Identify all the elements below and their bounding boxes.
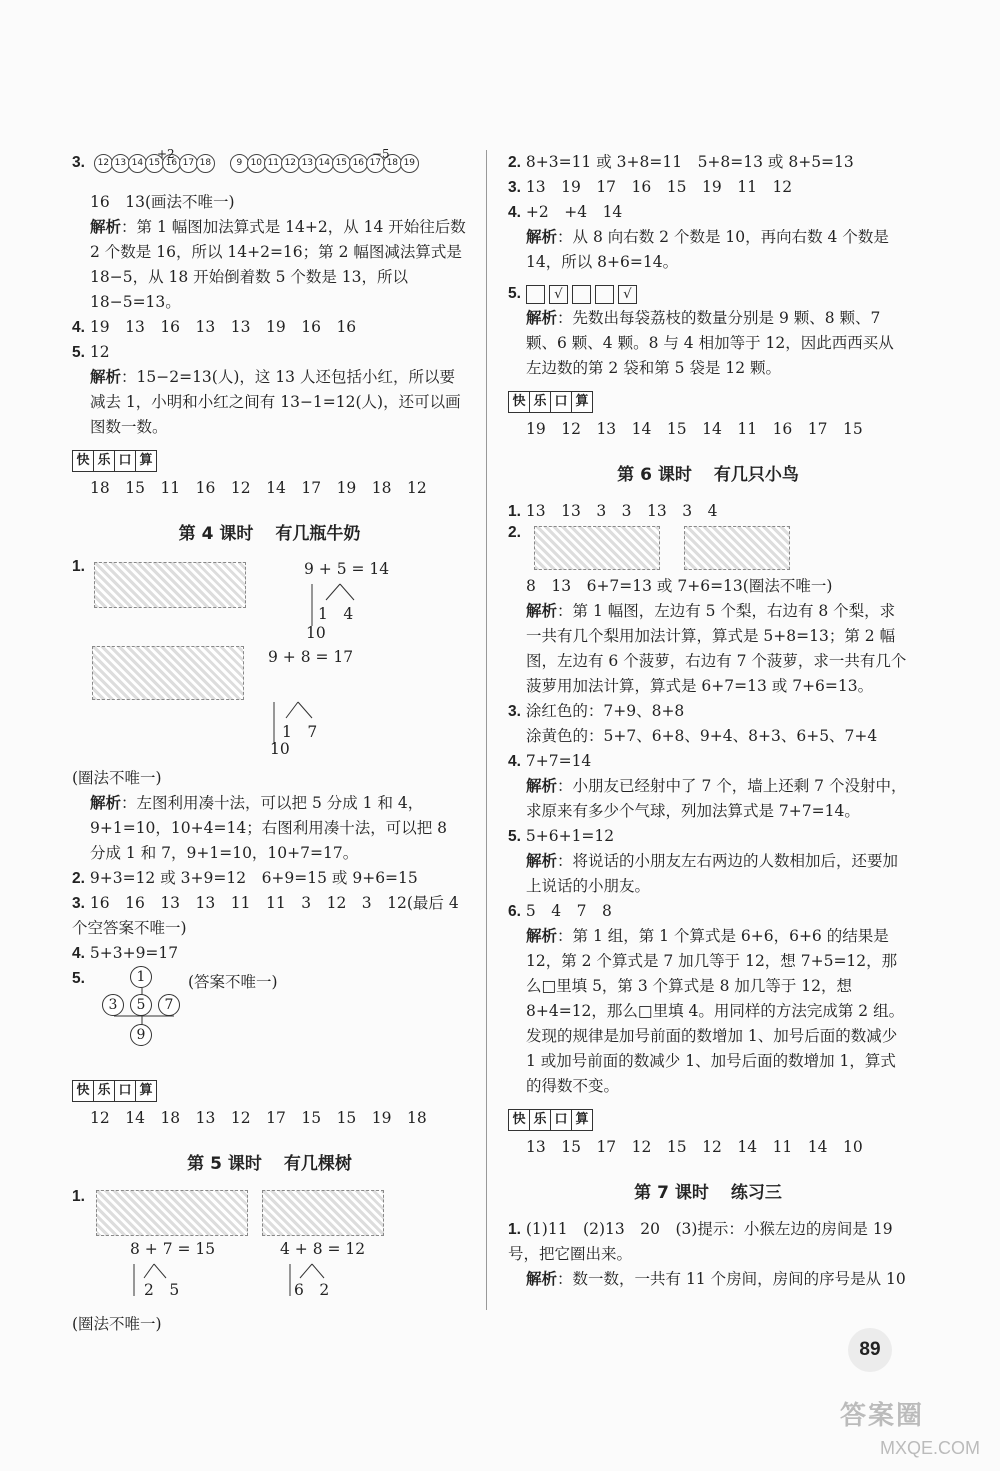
analysis-text: ：小朋友已经射中了 7 个，墙上还剩 7 个没射中，求原来有多少个气球，列加法算式是 7+7=14。 bbox=[526, 777, 907, 820]
note: (答案不唯一) bbox=[188, 973, 278, 991]
caterpillar-segment: 9 bbox=[230, 154, 249, 173]
question-number: 4. bbox=[72, 945, 85, 962]
caterpillar-segment: 16 bbox=[349, 154, 368, 173]
caterpillar-segment: 14 bbox=[128, 154, 147, 173]
question-number: 5. bbox=[72, 970, 85, 987]
answer: 9+3=12 或 3+9=12 6+9=15 或 9+6=15 bbox=[89, 869, 418, 887]
lesson-7-explanation bbox=[508, 1267, 908, 1292]
mental-math-label bbox=[508, 1109, 592, 1131]
analysis-label: 解析 bbox=[90, 219, 122, 236]
question-number: 2. bbox=[72, 870, 85, 887]
kl-char: 快 bbox=[508, 391, 530, 413]
kl-char: 算 bbox=[135, 1080, 157, 1102]
circle-number: 1 bbox=[130, 966, 152, 988]
analysis-label: 解析 bbox=[526, 603, 558, 620]
kl-char: 乐 bbox=[529, 391, 551, 413]
make-ten-sum: 10 bbox=[270, 740, 290, 758]
bag-picture bbox=[94, 562, 246, 608]
question-number: 1. bbox=[508, 1221, 521, 1238]
analysis-text: ：先数出每袋荔枝的数量分别是 9 颗、8 颗、7 颗、6 颗、4 颗。8 与 4 相加等于 12，因此西西买从左边数的第 2 袋和第 5 袋是 12 颗。 bbox=[526, 309, 894, 377]
kl-char: 算 bbox=[571, 1109, 593, 1131]
bag-checkbox[interactable]: √ bbox=[549, 285, 568, 304]
kl-char: 口 bbox=[114, 1080, 136, 1102]
kl-char: 快 bbox=[508, 1109, 530, 1131]
mental-math-values: 12 14 18 13 12 17 15 15 19 18 bbox=[90, 1109, 427, 1127]
bag-checkbox[interactable] bbox=[526, 285, 545, 304]
kl-char: 乐 bbox=[93, 450, 115, 472]
lesson-6-q5-explanation bbox=[508, 849, 908, 899]
analysis-label: 解析 bbox=[526, 853, 558, 870]
question-number: 2. bbox=[508, 524, 521, 541]
split-values: 2 5 bbox=[144, 1281, 180, 1299]
analysis-text: ：第 1 幅图加法算式是 14+2，从 14 开始往后数 2 个数是 16，所以 14+2=16；第 2 幅图减法算式是 18−5，从 18 开始倒着数 5 个数是 13，所以 18−5=13。 bbox=[90, 218, 466, 311]
lesson-6-q2-pictures bbox=[508, 524, 908, 574]
lesson-name: 有几瓶牛奶 bbox=[275, 524, 361, 544]
answer: 5+3+9=17 bbox=[89, 944, 179, 962]
caterpillar-segment: 13 bbox=[111, 154, 130, 173]
caterpillar-segment: 12 bbox=[94, 154, 113, 173]
lesson-4-q1 bbox=[72, 558, 467, 718]
kl-char: 快 bbox=[72, 1080, 94, 1102]
kl-char: 乐 bbox=[529, 1109, 551, 1131]
bag-checkbox[interactable] bbox=[572, 285, 591, 304]
caterpillar-segment: 17 bbox=[366, 154, 385, 173]
caterpillar-segment: 18 bbox=[383, 154, 402, 173]
caterpillar-segment: 19 bbox=[400, 154, 419, 173]
column-divider bbox=[486, 150, 487, 1310]
lesson-number: 第 6 课时 bbox=[617, 465, 692, 485]
note: (圈法不唯一) bbox=[72, 1315, 162, 1333]
question-number: 3. bbox=[508, 703, 521, 720]
answer: 5+6+1=12 bbox=[525, 827, 615, 845]
equation: 8 + 7 = 15 bbox=[130, 1240, 216, 1258]
split-values: 1 4 bbox=[318, 605, 354, 623]
kl-char: 口 bbox=[550, 391, 572, 413]
answer: 7+7=14 bbox=[525, 752, 592, 770]
kl-char: 乐 bbox=[93, 1080, 115, 1102]
answer: 5 4 7 8 bbox=[525, 902, 612, 920]
q4-values: 19 13 16 13 13 19 16 16 bbox=[89, 318, 357, 336]
analysis-text: ：左图利用凑十法，可以把 5 分成 1 和 4，9+1=10，10+4=14；右图利用凑十法，可以把 8 分成 1 和 7，9+1=10，10+7=17。 bbox=[90, 794, 447, 862]
question-number: 3. bbox=[508, 179, 521, 196]
caterpillar-segment: 11 bbox=[264, 154, 283, 173]
kl-char: 口 bbox=[550, 1109, 572, 1131]
mental-math-label bbox=[72, 1080, 156, 1102]
lesson-number: 第 7 课时 bbox=[634, 1183, 709, 1203]
question-number: 1. bbox=[508, 503, 521, 520]
q5-explanation bbox=[72, 365, 467, 440]
lesson-name: 有几只小鸟 bbox=[713, 465, 799, 485]
q3-explanation bbox=[72, 215, 467, 315]
analysis-label: 解析 bbox=[526, 778, 558, 795]
caterpillar-segment: 17 bbox=[179, 154, 198, 173]
question-number: 4. bbox=[508, 753, 521, 770]
lesson-5-heading bbox=[72, 1149, 467, 1174]
lesson-6-q4-explanation bbox=[508, 774, 908, 824]
analysis-label: 解析 bbox=[526, 229, 558, 246]
question-number: 4. bbox=[508, 204, 521, 221]
analysis-text: ：从 8 向右数 2 个数是 10，再向右数 4 个数是14，所以 8+6=14。 bbox=[526, 228, 889, 271]
note: (圈法不唯一) bbox=[72, 769, 162, 787]
circle-number: 5 bbox=[130, 994, 152, 1016]
watermark-logo: 答案圈 bbox=[840, 1401, 925, 1431]
lesson-5-q1 bbox=[72, 1188, 467, 1298]
question-number: 3. bbox=[72, 895, 85, 912]
lesson-6-q6-explanation bbox=[508, 924, 908, 1099]
circle-number: 3 bbox=[102, 994, 124, 1016]
page-number: 89 bbox=[848, 1328, 892, 1372]
question-number: 5. bbox=[508, 828, 521, 845]
make-ten-sum: 10 bbox=[306, 624, 326, 642]
lesson-4-q1-tree2 bbox=[72, 700, 467, 758]
lesson-4-heading bbox=[72, 519, 467, 544]
caterpillar-segment: 12 bbox=[281, 154, 300, 173]
analysis-text: ：将说话的小朋友左右两边的人数相加后，还要加上说话的小朋友。 bbox=[526, 852, 899, 895]
lesson-6-q2-explanation bbox=[508, 599, 908, 699]
caterpillar-segment: 13 bbox=[298, 154, 317, 173]
answer: 涂红色的：7+9、8+8 bbox=[525, 702, 685, 720]
kl-char: 算 bbox=[571, 391, 593, 413]
caterpillar-segment: 15 bbox=[145, 154, 164, 173]
mental-math-values: 18 15 11 16 12 14 17 19 18 12 bbox=[90, 479, 427, 497]
mental-math-values: 19 12 13 14 15 14 11 16 17 15 bbox=[526, 420, 863, 438]
answer: +2 +4 14 bbox=[525, 203, 623, 221]
mental-math-label bbox=[72, 450, 156, 472]
lesson-number: 第 5 课时 bbox=[187, 1154, 262, 1174]
lesson-4-explanation bbox=[72, 791, 467, 866]
caterpillar-segment: 16 bbox=[162, 154, 181, 173]
watermark-url: MXQE.COM bbox=[880, 1438, 981, 1458]
minus-annotation: −5 bbox=[372, 147, 390, 161]
caterpillar-1 bbox=[94, 154, 213, 173]
pineapples-picture bbox=[684, 526, 790, 570]
analysis-label: 解析 bbox=[90, 369, 122, 386]
question-number: 2. bbox=[508, 154, 521, 171]
plus-annotation: +2 bbox=[157, 147, 175, 161]
question-number: 5. bbox=[508, 285, 521, 302]
analysis-label: 解析 bbox=[526, 310, 558, 327]
analysis-text: ：第 1 幅图，左边有 5 个梨，右边有 8 个梨，求一共有几个梨用加法计算，算式是 5+8=13；第 2 幅图，左边有 6 个菠萝，右边有 7 个菠萝，求一共有几个菠萝用加法计算，算式是 6+7=13 或 7+6=13。 bbox=[526, 602, 907, 695]
lesson-name: 有几棵树 bbox=[283, 1154, 352, 1174]
question-number: 4. bbox=[72, 319, 85, 336]
watermelon-picture bbox=[92, 646, 244, 700]
circle-number: 9 bbox=[130, 1024, 152, 1046]
bag-checkbox[interactable]: √ bbox=[618, 285, 637, 304]
question-number: 1. bbox=[72, 1188, 85, 1205]
analysis-label: 解析 bbox=[90, 795, 122, 812]
pears-picture bbox=[534, 526, 660, 570]
mental-math-label bbox=[508, 391, 592, 413]
equation: 9 + 8 = 17 bbox=[268, 648, 354, 666]
analysis-text: ：15−2=13(人)，这 13 人还包括小红，所以要减去 1，小明和小红之间有 13−1=12(人)，还可以画图数一数。 bbox=[90, 368, 461, 436]
answer: 涂黄色的：5+7、6+8、9+4、8+3、6+5、7+4 bbox=[526, 727, 878, 745]
q5-value: 12 bbox=[89, 343, 110, 361]
analysis-label: 解析 bbox=[526, 928, 558, 945]
answer: 16 16 13 13 11 11 3 12 3 12(最后 4 个空答案不唯一) bbox=[72, 894, 459, 937]
answer: 8 13 6+7=13 或 7+6=13(圈法不唯一) bbox=[526, 577, 833, 595]
mental-math-values: 13 15 17 12 15 12 14 11 14 10 bbox=[526, 1138, 863, 1156]
analysis-label: 解析 bbox=[526, 1271, 558, 1288]
question-number: 5. bbox=[72, 344, 85, 361]
answer: 13 13 3 3 13 3 4 bbox=[525, 502, 718, 520]
circle-number: 7 bbox=[158, 994, 180, 1016]
question-number: 6. bbox=[508, 903, 521, 920]
lesson-number: 第 4 课时 bbox=[178, 524, 254, 544]
caterpillar-segment: 14 bbox=[315, 154, 334, 173]
q3-answer: 16 13(画法不唯一) bbox=[90, 193, 235, 211]
answer: 13 19 17 16 15 19 11 12 bbox=[525, 178, 793, 196]
lesson-7-heading bbox=[508, 1178, 908, 1203]
kl-char: 快 bbox=[72, 450, 94, 472]
kl-char: 口 bbox=[114, 450, 136, 472]
question-number: 1. bbox=[72, 558, 85, 575]
split-values: 6 2 bbox=[294, 1281, 330, 1299]
analysis-text: ：第 1 组，第 1 个算式是 6+6，6+6 的结果是 12，第 2 个算式是 7 加几等于 12，想 7+5=12，那么□里填 5，第 3 个算式是 8 加几等于 12，想 8+4=12，那么□里填 4。用同样的方法完成第 2 组。发现的规律是加号前面的数增加 1、加号后面的数减少 1 或加号前面的数减少 1、加号后面的数增加 1，算式的得数不变。 bbox=[526, 927, 905, 1095]
left-column bbox=[72, 147, 467, 1337]
balls-picture bbox=[262, 1190, 384, 1236]
question-number: 3. bbox=[72, 154, 85, 171]
answer: (1)11 (2)13 20 (3)提示：小猴左边的房间是 19 号，把它圈出来。 bbox=[508, 1220, 893, 1263]
caterpillar-segment: 10 bbox=[247, 154, 266, 173]
lesson-6-heading bbox=[508, 460, 908, 485]
right-column bbox=[508, 150, 908, 1292]
split-values: 1 7 bbox=[282, 723, 318, 741]
answer: 8+3=11 或 3+8=11 5+8=13 或 8+5=13 bbox=[525, 153, 854, 171]
bag-checkbox[interactable] bbox=[595, 285, 614, 304]
lesson-name: 练习三 bbox=[730, 1183, 782, 1203]
equation: 9 + 5 = 14 bbox=[304, 560, 390, 578]
glasses-picture bbox=[96, 1190, 248, 1236]
analysis-text: ：数一数，一共有 11 个房间，房间的序号是从 10 bbox=[557, 1270, 906, 1288]
kl-char: 算 bbox=[135, 450, 157, 472]
caterpillar-segment: 18 bbox=[196, 154, 215, 173]
equation: 4 + 8 = 12 bbox=[280, 1240, 366, 1258]
circle-puzzle bbox=[72, 966, 467, 1070]
q4-explanation bbox=[508, 225, 908, 275]
q5-explanation bbox=[508, 306, 908, 381]
caterpillar-segment: 15 bbox=[332, 154, 351, 173]
